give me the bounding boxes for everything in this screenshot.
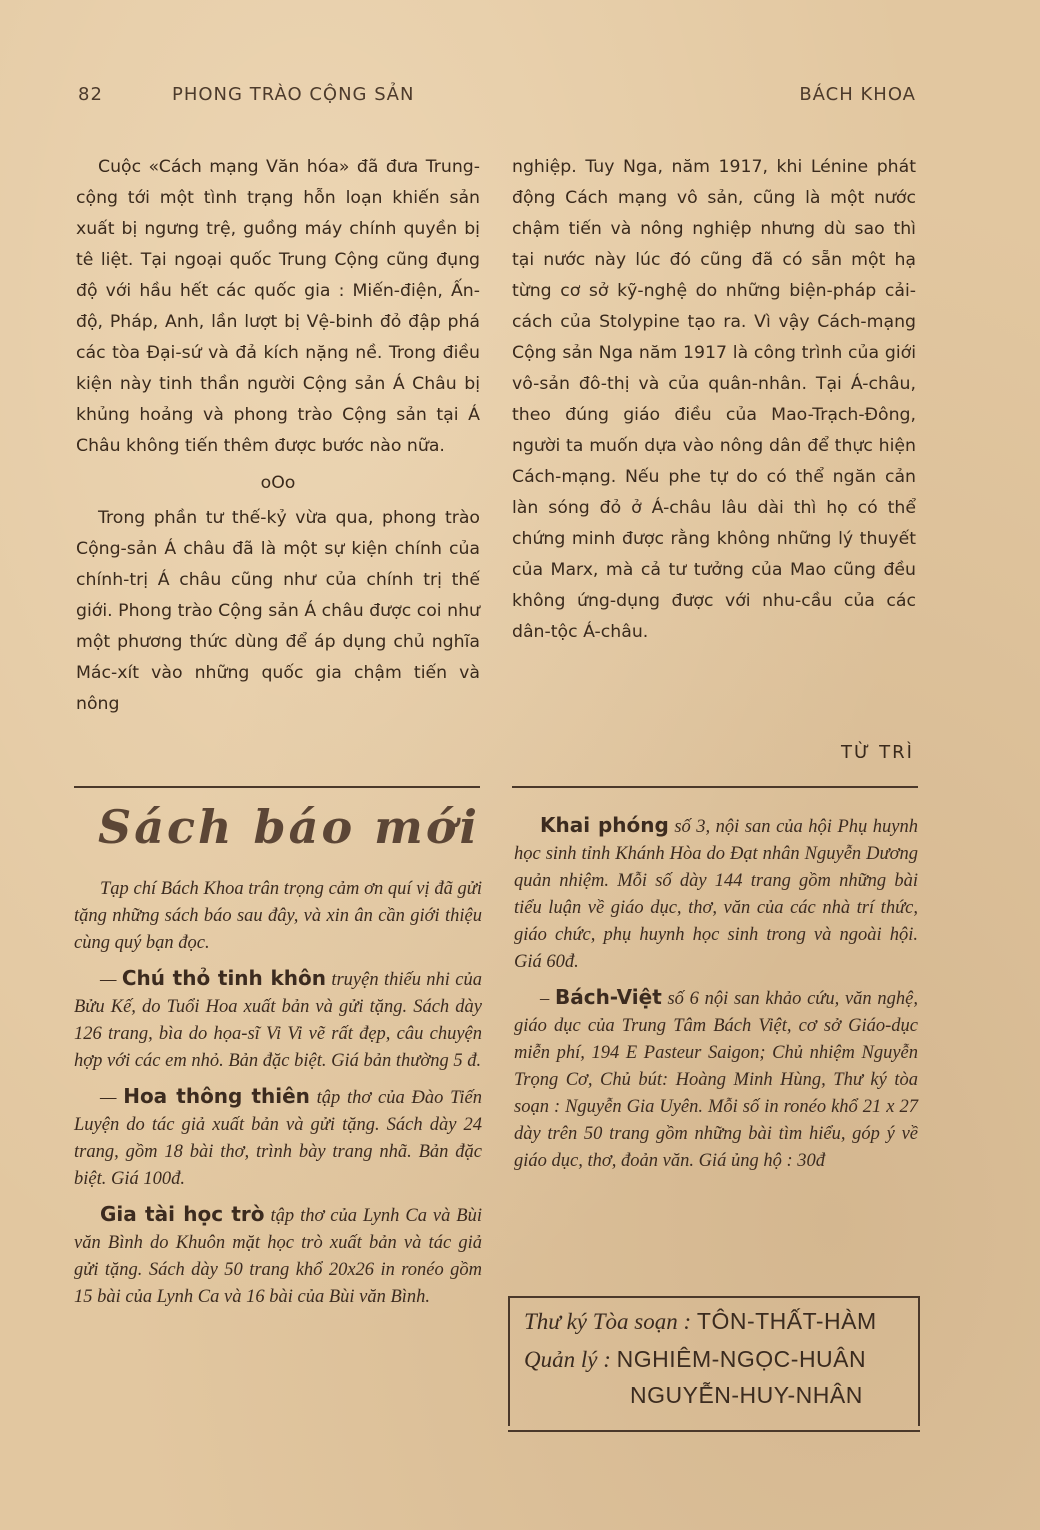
article-paragraph: Trong phần tư thế-kỷ vừa qua, phong trào Cộng-sản Á châu đã là một sự kiện chính của chính-trị Á châu cũng như của chính trị thế giới. Phong trào Cộng sản Á châu được coi như một phương thức dùng để áp dụng chủ nghĩa Mác-xít vào những quốc gia chậm tiến và nông bbox=[76, 508, 480, 714]
article-paragraph: nghiệp. Tuy Nga, năm 1917, khi Lénine phát động Cách mạng vô sản, cũng là một nước chậm tiến và nông nghiệp nhưng dù sao thì tại nước này lúc đó cũng đã có sẵn một hạ từng cơ sở kỹ-nghệ do những biện-pháp cải-cách của Stolypine tạo ra. Vì vậy Cách-mạng Cộng sản Nga năm 1917 là công trình của giới vô-sản đô-thị và của quân-nhân. Tại Á-châu, theo đúng giáo điều của Mao-Trạch-Đông, người ta muốn dựa vào nông dân để thực hiện Cách-mạng. Nếu phe tự do có thể ngăn cản làn sóng đỏ ở Á-châu lâu dài thì họ có thể chứng minh được rằng không những lý thuyết của Marx, mà cả tư tưởng của Mao cũng đều không ứng-dụng được với nhu-cầu của các dân-tộc Á-châu. bbox=[512, 157, 916, 642]
article-column-left bbox=[76, 152, 480, 720]
article-paragraph: Cuộc «Cách mạng Văn hóa» đã đưa Trung-cộng tới một tình trạng hỗn loạn khiến sản xuất bị ngưng trệ, guồng máy chính quyền bị tê liệt. Tại ngoại quốc Trung Cộng cũng đụng độ với hầu hết các quốc gia : Miến-điện, Ấn-độ, Pháp, Anh, lần lượt bị Vệ-binh đỏ đập phá các tòa Đại-sứ và đả kích nặng nề. Trong điều kiện này tinh thần người Cộng sản Á Châu bị khủng hoảng và phong trào Cộng sản tại Á Châu không tiến thêm được bước nào nữa. bbox=[76, 157, 480, 456]
staff-box-bottom-rule bbox=[508, 1430, 920, 1432]
article-column-right bbox=[512, 152, 916, 648]
book-title: Hoa thông thiên bbox=[123, 1084, 310, 1108]
books-intro: Tạp chí Bách Khoa trân trọng cảm ơn quí vị đã gửi tặng những sách báo sau đây, và xin ân cần giới thiệu cùng quý bạn đọc. bbox=[74, 879, 482, 953]
staff-secretary: Thư ký Tòa soạn : TÔN-THẤT-HÀM bbox=[524, 1308, 877, 1334]
book-title: Bách-Việt bbox=[554, 985, 662, 1009]
staff-manager-2: NGUYỄN-HUY-NHÂN bbox=[630, 1382, 863, 1408]
section-separator: oOo bbox=[260, 473, 296, 493]
book-title: Khai phóng bbox=[540, 813, 669, 837]
books-column-left bbox=[74, 876, 482, 1319]
staff-manager: Quản lý : NGHIÊM-NGỌC-HUÂN bbox=[524, 1346, 867, 1372]
magazine-name: BÁCH KHOA bbox=[799, 84, 916, 105]
book-entry: – Bách-Việt số 6 nội san khảo cứu, văn nghệ, giáo dục của Trung Tâm Bách Việt, cơ sở Giáo-dục miễn phí, 194 E Pasteur Saigon; Chủ nhiệm Nguyễn Trọng Cơ, Chủ bút: Hoàng Minh Hùng, Thư ký tòa soạn : Nguyễn Gia Uyên. Mỗi số in ronéo khổ 21 x 27 dày trên 50 trang gồm những bài tìm hiểu, góp ý về giáo dục, thơ, đoản văn. Giá ủng hộ : 30đ bbox=[514, 985, 918, 1171]
author-signature: TỪ TRÌ bbox=[841, 742, 914, 763]
book-title: Gia tài học trò bbox=[100, 1202, 265, 1226]
divider-right bbox=[512, 786, 918, 788]
book-entry: — Chú thỏ tinh khôn truyện thiếu nhi của Bửu Kế, do Tuổi Hoa xuất bản và gửi tặng. Sách dày 126 trang, bìa do họa-sĩ Vi Vi vẽ rất đẹp, câu chuyện hợp với các em nhỏ. Bản đặc biệt. Giá bản thường 5 đ. bbox=[74, 966, 482, 1071]
page-number: 82 bbox=[78, 84, 103, 105]
section-name: PHONG TRÀO CỘNG SẢN bbox=[172, 84, 415, 105]
book-title: Chú thỏ tinh khôn bbox=[121, 966, 326, 990]
book-entry: Gia tài học trò tập thơ của Lynh Ca và Bùi văn Bình do Khuôn mặt học trò xuất bản và tác giả gửi tặng. Sách dày 50 trang khổ 20x26 in ronéo gồm 15 bài của Lynh Ca và 16 bài của Bùi văn Bình. bbox=[74, 1202, 482, 1307]
books-column-right bbox=[514, 812, 918, 1183]
books-section-title: Sách báo mới bbox=[98, 800, 480, 854]
book-entry: Khai phóng số 3, nội san của hội Phụ huynh học sinh tỉnh Khánh Hòa do Đạt nhân Nguyễn Dương quản nhiệm. Mỗi số dày 144 trang gồm những bài tiểu luận về giáo dục, thơ, văn của các nhà trí thức, giáo chức, phụ huynh học sinh trong và ngoài hội. Giá 60đ. bbox=[514, 813, 918, 972]
staff-box bbox=[508, 1298, 920, 1426]
book-entry: — Hoa thông thiên tập thơ của Đào Tiến Luyện do tác giả xuất bản và gửi tặng. Sách dày 24 trang, gồm 18 bài thơ, trình bày trang nhã. Bản đặc biệt. Giá 100đ. bbox=[74, 1084, 482, 1189]
divider-left bbox=[74, 786, 480, 788]
